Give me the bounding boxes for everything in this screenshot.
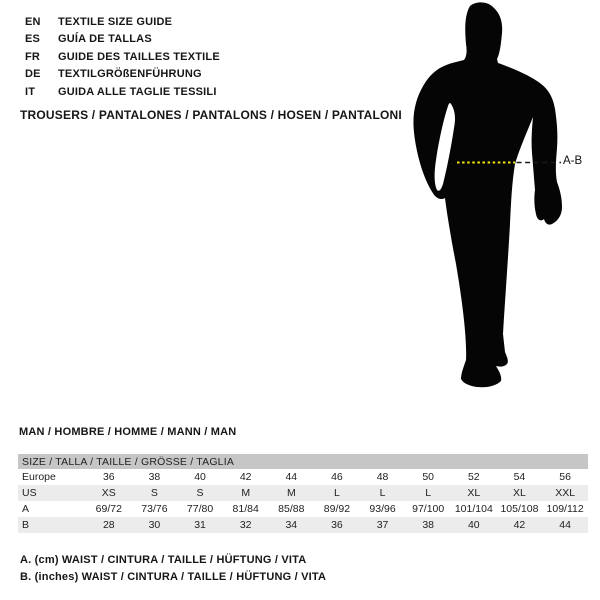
table-cell: M [241, 487, 251, 499]
table-cell: 38 [422, 519, 435, 531]
size-table [18, 454, 588, 533]
table-cell: L [334, 487, 340, 499]
row-label-us: US [22, 487, 37, 499]
table-cell: 38 [148, 471, 161, 483]
table-cell: 85/88 [278, 503, 305, 515]
lang-code: IT [25, 85, 36, 98]
table-cell: 40 [194, 471, 206, 483]
lang-label: TEXTILE SIZE GUIDE [58, 15, 173, 28]
row-label-b: B [22, 519, 30, 531]
table-cell: XL [467, 487, 481, 499]
lang-row-es [25, 31, 220, 49]
table-cell: 77/80 [186, 503, 214, 515]
lang-row-en [25, 13, 220, 31]
table-cell: 31 [194, 519, 206, 531]
table-row-a-cm [18, 501, 588, 517]
table-cell: 81/84 [232, 503, 259, 515]
table-cell: 69/72 [95, 503, 122, 515]
table-cell: 101/104 [454, 503, 493, 515]
table-cell: 54 [513, 471, 526, 483]
table-cell: 93/96 [369, 503, 396, 515]
table-cell: 34 [285, 519, 298, 531]
table-cell: 89/92 [323, 503, 351, 515]
table-cell: 48 [376, 471, 389, 483]
lang-code: FR [25, 50, 41, 63]
size-table-header-row [18, 454, 588, 469]
measurement-footnotes [20, 552, 326, 585]
language-title-list [25, 13, 220, 101]
table-cell: 52 [467, 471, 480, 483]
table-cell: XXL [555, 487, 576, 499]
table-cell: 42 [513, 519, 526, 531]
table-cell: 36 [102, 471, 115, 483]
table-cell: S [196, 487, 204, 499]
lang-row-it [25, 83, 220, 101]
table-cell: 30 [148, 519, 161, 531]
table-cell: 37 [376, 519, 389, 531]
table-cell: 56 [559, 471, 571, 483]
lang-row-de [25, 66, 220, 84]
size-table-header: SIZE / TALLA / TAILLE / GRÖSSE / TAGLIA [22, 455, 235, 468]
lang-code: EN [25, 15, 41, 28]
table-cell: 32 [239, 519, 252, 531]
table-row-b-inches [18, 517, 588, 533]
table-cell: XL [513, 487, 526, 499]
table-cell: 36 [331, 519, 343, 531]
lang-label: GUIDE DES TAILLES TEXTILE [58, 50, 220, 63]
table-cell: 105/108 [500, 503, 539, 515]
table-cell: 109/112 [546, 503, 584, 515]
gender-section-title: MAN / HOMBRE / HOMME / MANN / MAN [19, 426, 237, 438]
table-cell: 40 [467, 519, 480, 531]
table-row-europe [18, 469, 588, 485]
table-cell: 46 [331, 471, 343, 483]
table-row-us [18, 485, 588, 501]
lang-label: GUÍA DE TALLAS [58, 33, 152, 46]
table-cell: 50 [422, 471, 435, 483]
table-cell: 44 [285, 471, 298, 483]
garment-type-title: TROUSERS / PANTALONES / PANTALONS / HOSEN / PANTALONI [20, 108, 402, 122]
lang-code: DE [25, 68, 41, 81]
table-cell: 73/76 [141, 503, 168, 515]
footnote-b: B. (inches) WAIST / CINTURA / TAILLE / HÜFTUNG / VITA [20, 570, 327, 583]
waist-measure-label: A-B [563, 155, 583, 167]
lang-code: ES [25, 33, 41, 46]
table-cell: 97/100 [412, 503, 445, 515]
table-cell: M [286, 487, 296, 499]
lang-label: TEXTILGRÖßENFÜHRUNG [58, 68, 202, 81]
footnote-a: A. (cm) WAIST / CINTURA / TAILLE / HÜFTUNG / VITA [20, 554, 307, 566]
table-cell: 28 [102, 519, 115, 531]
row-label-a: A [22, 503, 30, 515]
table-cell: 42 [239, 471, 252, 483]
table-cell: L [379, 487, 386, 499]
lang-row-fr [25, 48, 220, 66]
table-cell: XS [101, 487, 116, 499]
row-label-europe: Europe [22, 471, 56, 483]
table-cell: S [150, 487, 158, 499]
lang-label: GUIDA ALLE TAGLIE TESSILI [58, 85, 217, 98]
man-silhouette-shape [413, 2, 562, 387]
table-cell: L [425, 487, 432, 499]
table-cell: 44 [559, 519, 571, 531]
man-silhouette-figure [405, 0, 585, 400]
